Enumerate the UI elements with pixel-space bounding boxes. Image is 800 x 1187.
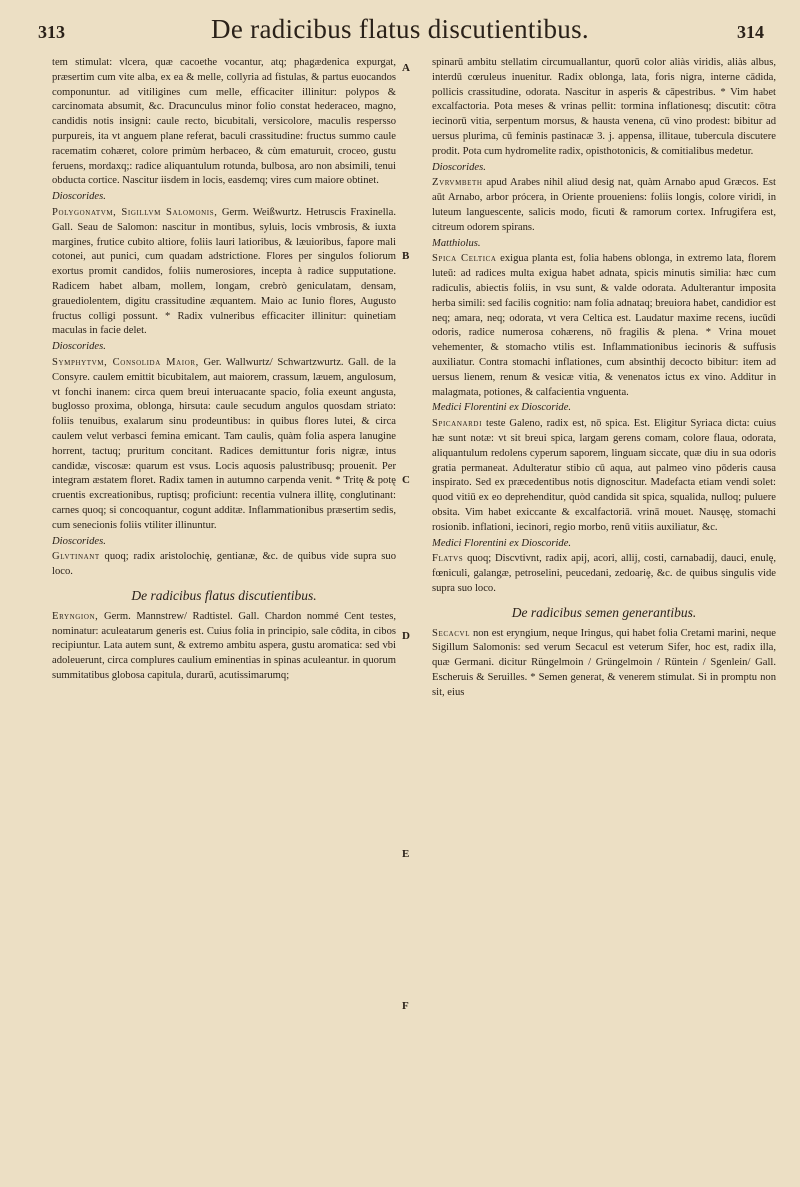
- paragraph: [432, 56, 776, 160]
- entry-heading: Flatvs: [432, 553, 464, 565]
- entry-heading: Secacvl: [432, 627, 471, 639]
- entry-heading: Symphytvm, Consolida Maior,: [52, 356, 199, 368]
- citation: Dioscorides.: [432, 161, 486, 173]
- margin-letter-a: A: [402, 62, 410, 74]
- paragraph-text: Germ. Weißwurtz. Hetruscis Fraxinella. Gall. Seau de Salomon: nascitur in montibus, syluis, locis vmbrosis, & iuxta margines, frutice cubito altiore, foliis lauri latioribus, & læuioribus, fapore mali cotonei, aut punici, cum quadam adstrictione. Flores per singulos foliorum exortus promit candidos, foliis numerosiores, incepta à radice supputatione. Radicem habet albam, mollem, longam, crebrò geniculatam, densam, grauediolentem, digitu crassitudine æquantem. Maio ac Iunio flores, Augusto fructus colligi possunt. * Radix vulneribus efficaciter illinitur: quinetiam maculas in facie delet.: [52, 206, 396, 337]
- paragraph-text: teste Galeno, radix est, nō spica. Est. Eligitur Syriaca dicta: cuius hæ sunt notæ: vt sit breui spica, largam gerens comam, colore flaua, odorata, aliquantulum redolens cyperum saporem, linguam siccate, quæ diu in sua odoris gratia permaneat. Adulteratur stibio cū aqua, aut palmeo vino pōderis causa inspirato. Sed ex præcedentibus notis dignoscitur. Madefacta etiam vendi solet: quod vitiū ex eo deprehenditur, quòd candida sit spica, squalida, nulloq; puluere obsita. Vim habet exiccante & excalfactoriā. vrinā mouet. Nausęę, stomachi rosionib. inflationi, iecinori, regio morbo, renū vitiis auxiliatur, &c.: [432, 418, 776, 533]
- paragraph-text: quoq; Discvtivnt, radix apij, acori, allij, costi, carnabadij, dauci, enulę, fœniculi, galangæ, petroselini, peucedani, zedoariȩ, &c. de quibus singulis vide supra suo loco.: [432, 553, 776, 594]
- paragraph-text: spinarū ambitu stellatim circumuallantur, quorū color aliàs viridis, aliàs albus, interdū cœruleus inuenitur. Radix oblonga, lata, foris nigra, interne cādida, pollicis crassitudine, odorata. Nascitur in asperis & cāpestribus. * Vim habet excalfactoria. Pota meses & vrinas pellit: tormina inflationesq; discutit: cōtra iecinorū vitia, serpentum morsus, & hausta venena, cū vino prodest: bibitur ad uersus plurima, cū feminis pastinacæ 3. j. appensa, illitaue, tubercula discutere prodit. Pota cum hydromelite radix, opisthotonicis, & comitialibus medetur.: [432, 57, 776, 157]
- entry-heading: Spicanardi: [432, 418, 483, 430]
- entry-heading: Glvtinant: [52, 551, 100, 563]
- paragraph-text: non est eryngium, neque Iringus, qui habet folia Cretami marini, neque Sigillum Salomonis: sed verum Secacul est veterum Sifer, hoc est, radix illa, quæ Germani. dicitur Rüngelmoin / Grüngelmoin / Rüntein / Sgenlein/ Gall. Escheruis & Seruilles. * Semen generat, & venerem stimulat. Si in promptu non sit, eius: [432, 627, 776, 698]
- paragraph-text: Ger. Wallwurtz/ Schwartzwurtz. Gall. de la Consyre. caulem emittit bicubitalem, aut maiorem, crassum, læuem, angulosum, vt fonchi inanem: circa quem breui interuacante spacio, folia exeunt angusta, buglosso proxima, oblonga, hirsuta: caule secudum angulos quosdam striato: foliis tenuibus, exalarum sinu prodeuntibus: in quibus flores lutei, & circa caulem velut verbasci femina emicant. Tam caulis, quàm folia aspera lanugine horrent, tactuq; pruritum concitant. Radices demittuntur foris nigræ, intus candidæ, viscosæ: quarum est vsus. Locis aquosis palustribusq; prouenit. Per integram æstatem floret. Radix tamen in autumno carpenda venit. * Tritę & potę cruentis excreationibus, ruptisq; proficiunt: recentia vulnera illitę, conglutinant: carnes quoq; si concoquantur, cogunt additæ. Inflammationibus præsertim sedis, cum senecionis foliis vtiliter illinuntur.: [52, 356, 396, 531]
- citation: Matthiolus.: [432, 237, 481, 249]
- paragraph: [52, 610, 396, 684]
- paragraph: [432, 552, 776, 596]
- running-head: [30, 14, 770, 50]
- paragraph-text: quoq; radix aristolochię, gentianæ, &c. de quibus vide supra suo loco.: [52, 551, 396, 578]
- citation: Medici Florentini ex Dioscoride.: [432, 537, 572, 549]
- margin-letter-f: F: [402, 1000, 409, 1012]
- margin-letter-d: D: [402, 630, 410, 642]
- paragraph-text: Germ. Mannstrew/ Radtistel. Gall. Chardon nommé Cent testes, nominatur: aculeatarum generis est. Cuius folia in principio, sale côdita, in cibos recipiuntur. Lata autem sunt, & extremo ambitu aspera, gustu aromatica: sed vbi adoleuerunt, circa complures caulium eminentias in spinas aculeantur. in quorum summitatibus globosa capitula, durarū, acutissimarumq;: [52, 610, 396, 682]
- entry-heading: Polygonatvm, Sigillvm Salomonis,: [52, 206, 218, 218]
- citation: Dioscorides.: [52, 341, 106, 353]
- paragraph: [52, 206, 396, 339]
- margin-letter-c: C: [402, 474, 410, 486]
- running-title: De radicibus flatus discutientibus.: [211, 14, 589, 44]
- section-heading: De radicibus flatus discutientibus.: [131, 587, 317, 603]
- paragraph: [432, 252, 776, 400]
- paragraph-text: tem stimulat: vlcera, quæ cacoethe vocantur, atq; phagædenica expurgat, præsertim cum vite alba, ex ea & melle, collyria ad fistulas, & partus euocandos componuntur. ad vitiligines cum melle, efficaciter illinitur: polypos & carcinomata absumit, &c. Dracunculus minor folio constat hederaceo, magno, candidis notis insigni: caule recto, bicubitali, versicolore, maculis respersso purpureis, ita vt anguem plane referat, baculi crassitudine: fructus summo caule racematim cohæret, colore primùm herbaceo, & cùm ematuruit, croceo, gustu feruens, mordaxq;: radice aliquantulum rotunda, bulbosa, aro non absimili, tenui obducta cortice. Nascitur iisdem in locis, easdemq; vires cum maiore obtinet.: [52, 57, 396, 187]
- citation: Medici Florentini ex Dioscoride.: [432, 402, 572, 414]
- paragraph: [432, 417, 776, 535]
- citation: Dioscorides.: [52, 535, 106, 547]
- paragraph: [52, 356, 396, 534]
- entry-heading: Eryngion,: [52, 610, 99, 622]
- citation: Dioscorides.: [52, 191, 106, 203]
- paragraph-text: apud Arabes nihil aliud desig nat, quàm Arnabo apud Græcos. Est aūt Arnabo, arbor prócera, in Oriente proueniens: foliis longis, colore viridi, in luteum languescente, salicis modo, ficuti & ramorum cortex. Infrugifera est, citreum odorem spirans.: [432, 177, 776, 233]
- page-number-right: 314: [737, 22, 764, 42]
- paragraph: [52, 550, 396, 580]
- entry-heading: Spica Celtica: [432, 253, 497, 265]
- right-column: [432, 56, 776, 1164]
- section-heading: De radicibus semen generantibus.: [511, 604, 697, 620]
- margin-letter-b: B: [402, 250, 410, 262]
- page-number-left: 313: [38, 22, 65, 42]
- left-column: [52, 56, 396, 1164]
- entry-heading: Zvrvmbeth: [432, 177, 483, 189]
- margin-letter-e: E: [402, 848, 410, 860]
- paragraph-text: exigua planta est, folia habens oblonga, in extremo lata, florem luteū: ad radices multa exigua habet adnata, spicis minutis similia: hæc cum radiculis, abiectis foliis, in vsu sunt, & valde odorata. Adulterantur imposita herba simili: sed facilis cognitio: nam folia adnataq; breuiora habet, candidior est neq; amara, neq; odorata, vt vera Celtica est. Laudatur maxime recens, iucūdi odoris, radice numerosa cohærens, nō fragilis & plena. * Vrina mouet vehementer, & stomacho vtilis est. Inflammationibus iecinoris & suffusis auxiliatur. Contra stomachi inflationes, cum absinthij decocto bibitur: item ad uersus lienem, renum & vesicæ vitia, & venenatos ictus ex vino. Additur in malagmata, potiones, & calfacientia vnguenta.: [432, 253, 776, 398]
- paragraph: [432, 627, 776, 701]
- paragraph: [432, 176, 776, 235]
- paragraph: [52, 56, 396, 189]
